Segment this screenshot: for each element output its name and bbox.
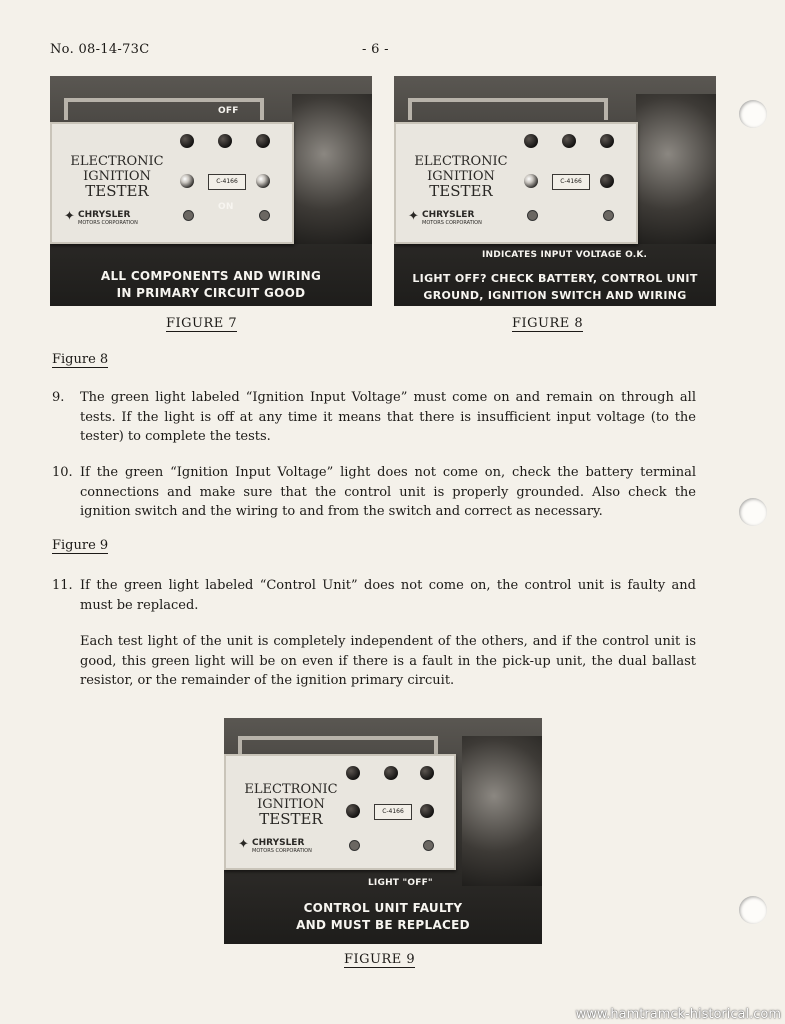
model-number: C-4166 (208, 174, 246, 190)
engine-background (462, 736, 542, 886)
document-number: No. 08-14-73C (50, 42, 150, 57)
high-voltage-knob (603, 210, 614, 221)
tester-title-line-1: ELECTRONIC (414, 154, 508, 169)
model-number: C-4166 (374, 804, 412, 820)
annotation-on: ON (218, 202, 234, 212)
banner-line-2: AND MUST BE REPLACED (296, 918, 470, 932)
tester-title-line-3: TESTER (85, 182, 149, 200)
annotation-off: OFF (218, 106, 239, 116)
tester-device (224, 754, 456, 870)
banner-line-1: LIGHT OFF? CHECK BATTERY, CONTROL UNIT (412, 272, 698, 285)
resistor-lamp (256, 174, 270, 188)
control-unit-lamp (420, 804, 434, 818)
punch-hole-top (739, 100, 767, 128)
figure-9-caption: FIGURE 9 (344, 952, 416, 967)
ignition-input-lamp (180, 134, 194, 148)
brand-name: CHRYSLER (422, 210, 475, 220)
paragraph-text: Each test light of the unit is completely independent of the others, and if the control unit is good, this green light will be on even if there is a fault in the pick-up unit, the dual ballast resistor, or the remainder of the ignition primary circuit. (80, 634, 696, 688)
tester-title-line-3: TESTER (429, 182, 493, 200)
figure-7-banner (50, 268, 372, 302)
paragraph-10 (52, 463, 696, 522)
control-unit-lamp (180, 174, 194, 188)
pentastar-logo-icon: ✦ (64, 209, 75, 224)
brand-name: CHRYSLER (252, 838, 305, 848)
pickup-lamp (256, 134, 270, 148)
engine-background (292, 94, 372, 244)
paragraph-text: If the green light labeled “Control Unit” does not come on, the control unit is faulty and must be replaced. (80, 578, 696, 613)
paragraph-number: 9. (52, 390, 65, 405)
pickup-lamp (600, 134, 614, 148)
tester-title-line-2: IGNITION (83, 169, 151, 184)
ignition-input-lamp (346, 766, 360, 780)
tester-title-line-1: ELECTRONIC (244, 782, 338, 797)
high-voltage-knob (259, 210, 270, 221)
figure-8-caption: FIGURE 8 (512, 316, 584, 331)
brand-subtitle: MOTORS CORPORATION (252, 848, 312, 854)
banner-line-2: IN PRIMARY CIRCUIT GOOD (116, 286, 306, 300)
figure-9-photo (224, 718, 542, 944)
ballast-lamp (218, 134, 232, 148)
tester-title-line-2: IGNITION (257, 797, 325, 812)
ignition-input-lamp (524, 134, 538, 148)
section-heading-figure-9: Figure 9 (52, 538, 109, 553)
paragraph-9 (52, 388, 696, 447)
engine-background (636, 94, 716, 244)
tester-device (50, 122, 294, 244)
figure-9-banner (224, 900, 542, 934)
circuit-breaker-knob (183, 210, 194, 221)
ballast-lamp (562, 134, 576, 148)
tester-title-line-2: IGNITION (427, 169, 495, 184)
banner-line-1: CONTROL UNIT FAULTY (303, 901, 463, 915)
paragraph-independence-note (52, 632, 696, 691)
paragraph-text: If the green “Ignition Input Voltage” light does not come on, check the battery terminal connections and make sure that the control unit is properly grounded. Also check the ignition switch and the wiring to and from the switch and correct as necessary. (80, 465, 696, 519)
circuit-breaker-knob (349, 840, 360, 851)
pentastar-logo-icon: ✦ (238, 837, 249, 852)
circuit-breaker-knob (527, 210, 538, 221)
page-number: - 6 - (362, 42, 389, 57)
paragraph-number: 10. (52, 465, 73, 480)
brand-name: CHRYSLER (78, 210, 131, 220)
annotation-light-off: LIGHT "OFF" (368, 878, 433, 888)
site-watermark: www.hamtramck-historical.com (575, 1007, 781, 1022)
tester-title-line-1: ELECTRONIC (70, 154, 164, 169)
tester-device (394, 122, 638, 244)
tester-title-line-3: TESTER (259, 810, 323, 828)
brand-subtitle: MOTORS CORPORATION (78, 220, 138, 226)
paragraph-11 (52, 576, 696, 615)
figure-7-caption: FIGURE 7 (166, 316, 238, 331)
figure-8-photo (394, 76, 716, 306)
pentastar-logo-icon: ✦ (408, 209, 419, 224)
brand-subtitle: MOTORS CORPORATION (422, 220, 482, 226)
paragraph-number: 11. (52, 578, 73, 593)
figure-7-photo (50, 76, 372, 306)
input-voltage-lamp (524, 174, 538, 188)
paragraph-text: The green light labeled “Ignition Input Voltage” must come on and remain on through all tests. If the light is off at any time it means that there is insufficient input voltage (to the tester) to complete the tests. (80, 390, 696, 444)
annotation-input-voltage: INDICATES INPUT VOLTAGE O.K. (482, 250, 648, 260)
input-voltage-lamp (346, 804, 360, 818)
high-voltage-knob (423, 840, 434, 851)
model-number: C-4166 (552, 174, 590, 190)
section-heading-figure-8: Figure 8 (52, 352, 109, 367)
ballast-lamp (384, 766, 398, 780)
punch-hole-bottom (739, 896, 767, 924)
punch-hole-middle (739, 498, 767, 526)
banner-line-2: GROUND, IGNITION SWITCH AND WIRING (423, 289, 687, 302)
pickup-lamp (420, 766, 434, 780)
figure-8-banner (394, 270, 716, 304)
banner-line-1: ALL COMPONENTS AND WIRING (100, 269, 322, 283)
resistor-lamp (600, 174, 614, 188)
